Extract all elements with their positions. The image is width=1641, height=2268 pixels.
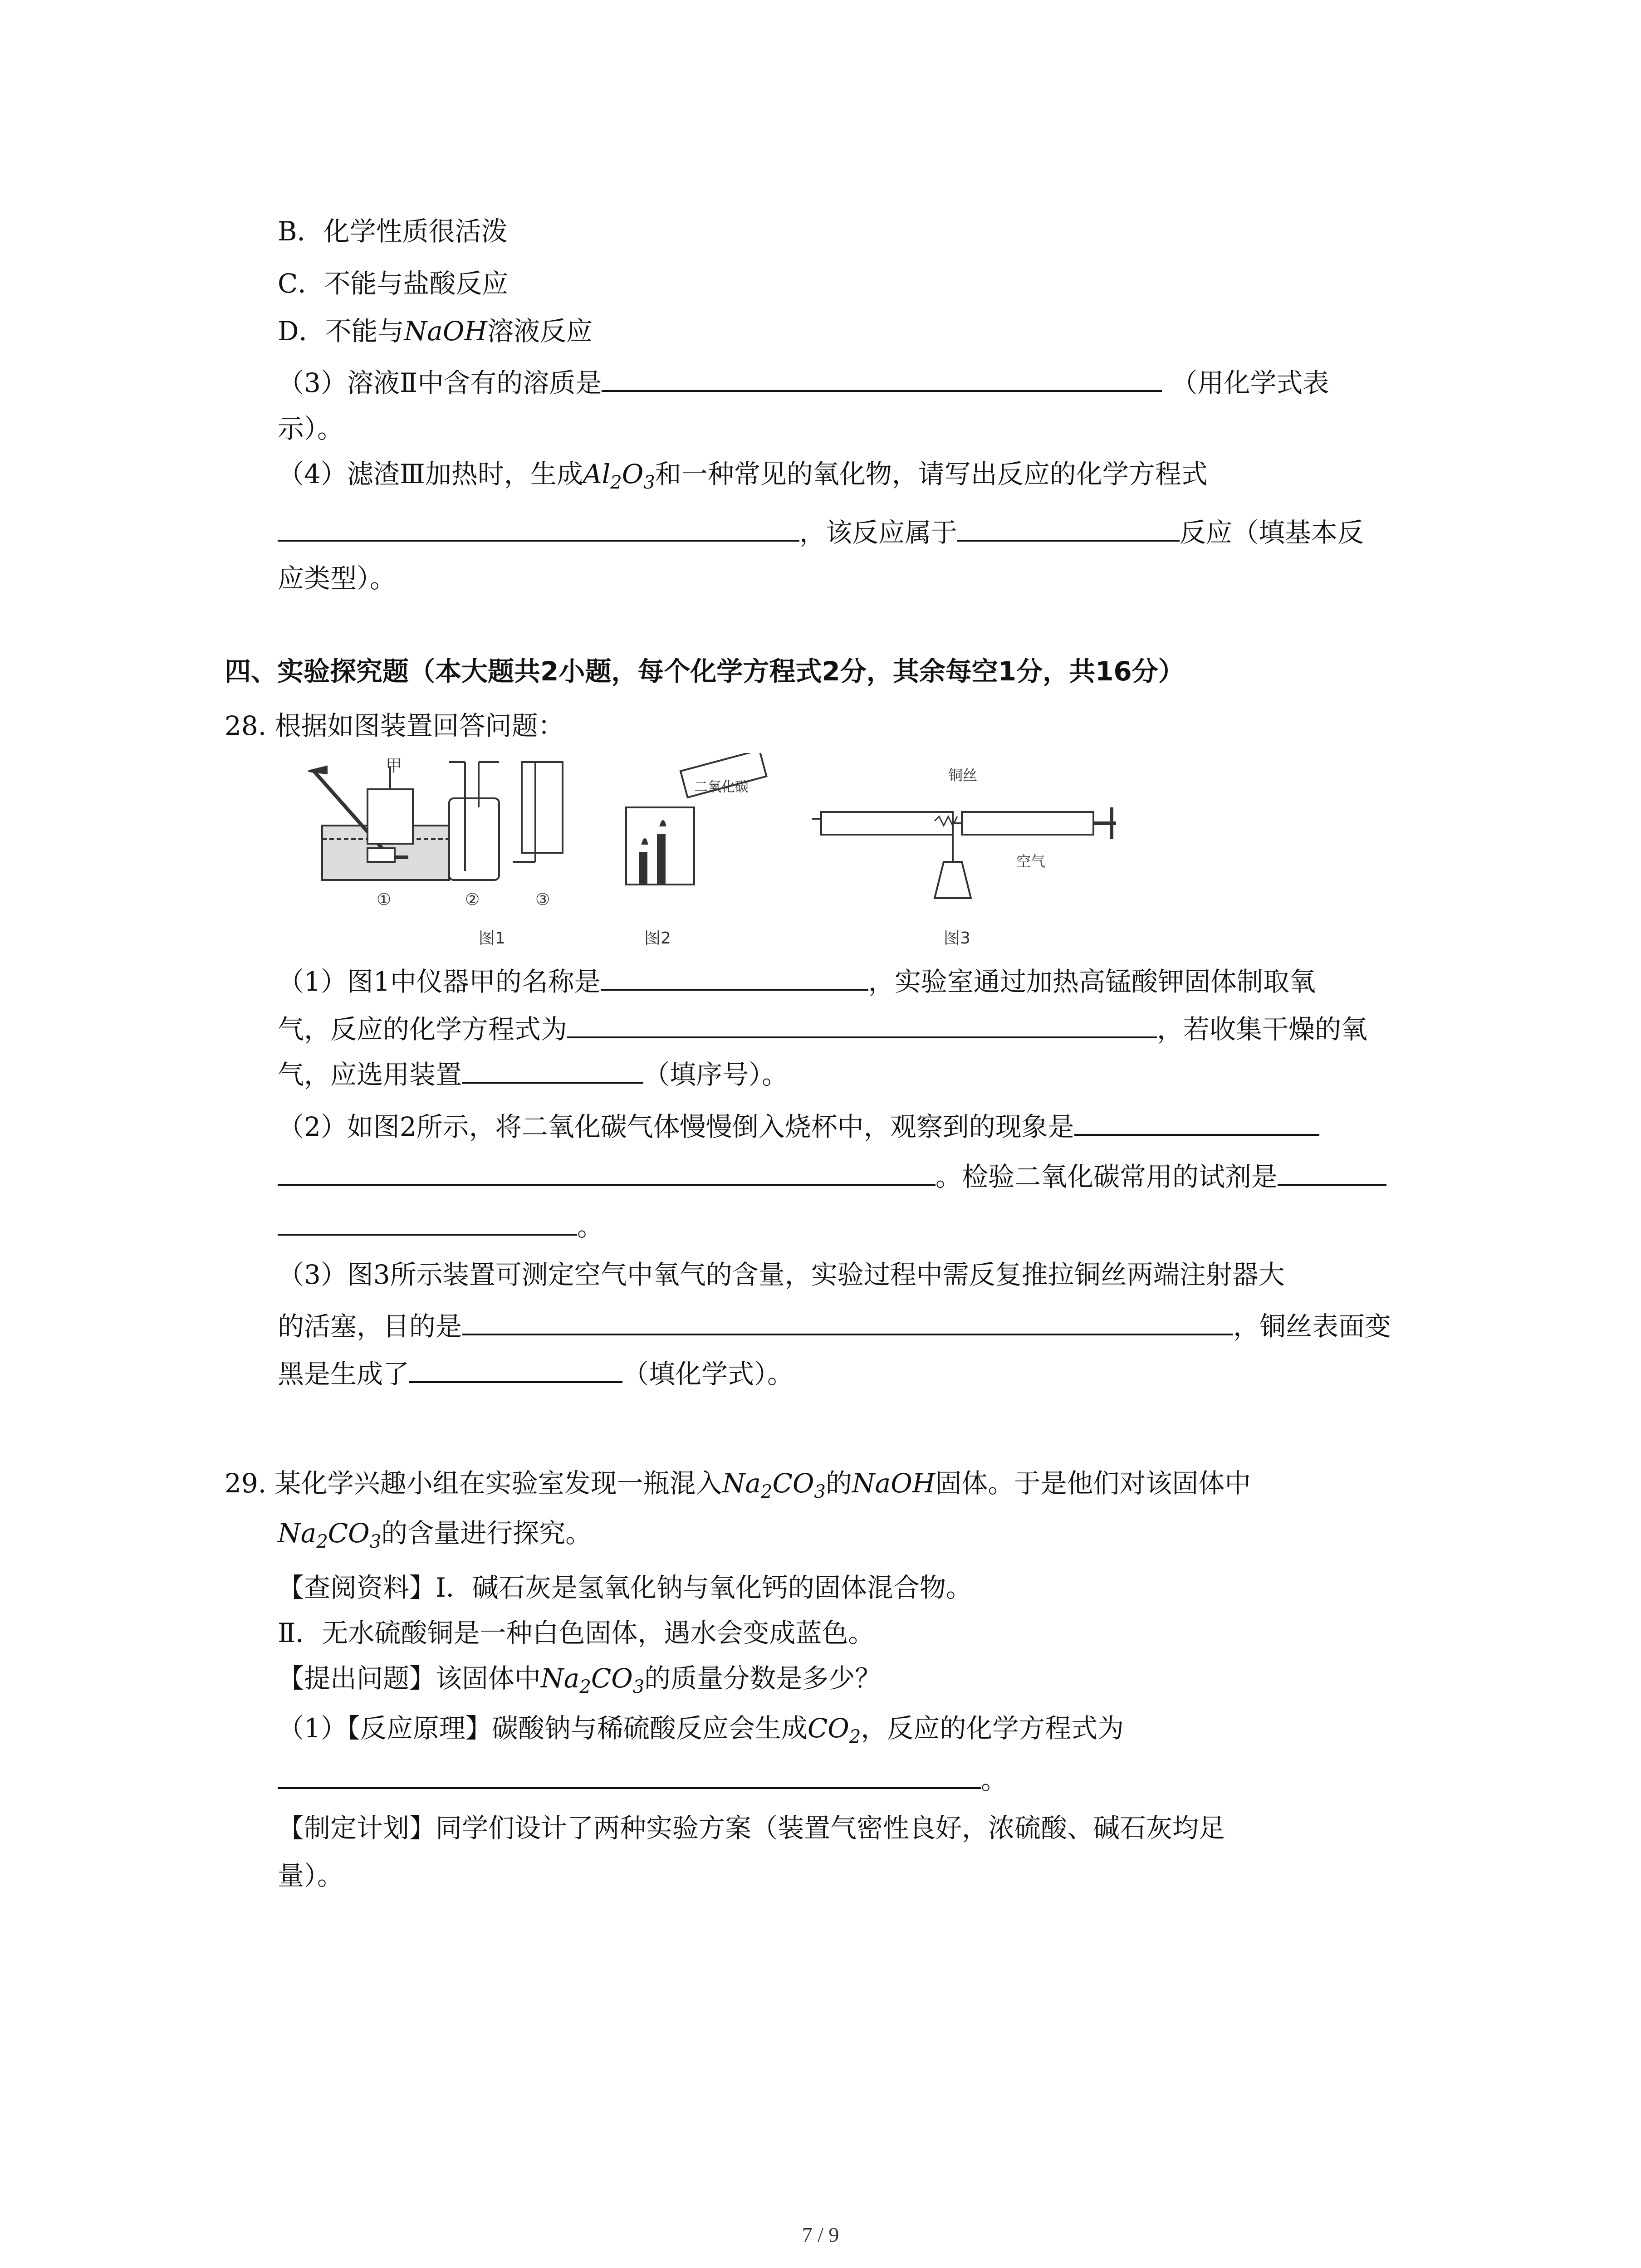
answer-blank[interactable] <box>1278 1157 1386 1186</box>
q28-part2-c: 。 <box>278 1207 603 1245</box>
fig3-caption: 图3 <box>944 929 970 948</box>
answer-blank[interactable] <box>278 1760 981 1789</box>
q28-part1-c: 气，应选用装置 （填序号）。 <box>278 1055 788 1093</box>
copper-label: 铜丝 <box>948 767 978 784</box>
answer-blank[interactable] <box>567 1009 1157 1038</box>
answer-blank[interactable] <box>278 1157 936 1186</box>
answer-blank[interactable] <box>462 1306 1233 1335</box>
label-3: ③ <box>535 890 550 909</box>
q28-part3-c: 黑是生成了 （填化学式）。 <box>278 1354 794 1392</box>
answer-blank[interactable] <box>601 962 868 991</box>
q29-part1-b: 。 <box>278 1760 1007 1798</box>
page-number: 7 / 9 <box>802 2223 839 2246</box>
q29-question: 【提出问题】该固体中$Na_2CO_3$的质量分数是多少？ <box>278 1663 882 1697</box>
q27-part4-line2: ，该反应属于 反应（填基本反 <box>278 513 1364 551</box>
q28-part3-b: 的活塞，目的是 ，铜丝表面变 <box>278 1306 1391 1344</box>
fig2-beaker <box>626 753 766 885</box>
fig1-apparatus-1 <box>309 767 449 880</box>
q28-part1-a: （1）图1中仪器甲的名称是 ，实验室通过加热高锰酸钾固体制取氧 <box>278 962 1316 1000</box>
fig1-apparatus-2 <box>449 762 499 880</box>
q29-stem-a: 29. 某化学兴趣小组在实验室发现一瓶混入$Na_2CO_3$的NaOH固体。于是他们对该固体中 <box>225 1468 1251 1502</box>
q29-stem-b: $Na_2CO_3$的含量进行探究。 <box>278 1518 592 1552</box>
q29-part1-a: （1）【反应原理】碳酸钠与稀硫酸反应会生成$CO_2$，反应的化学方程式为 <box>278 1713 1124 1747</box>
experiment-figure <box>299 753 1134 957</box>
q27-part4: （4）滤渣Ⅲ加热时，生成$Al_2O_3$和一种常见的氧化物，请写出反应的化学方程式 <box>278 459 1208 493</box>
q29-plan-b: 量）。 <box>278 1860 344 1891</box>
label-1: ① <box>377 890 392 909</box>
answer-blank[interactable] <box>602 363 1162 392</box>
q28-stem: 28. 根据如图装置回答问题： <box>225 710 564 741</box>
q29-info-2: Ⅱ．无水硫酸铜是一种白色固体，遇水会变成蓝色。 <box>278 1618 875 1648</box>
answer-blank[interactable] <box>1074 1107 1319 1136</box>
q27-part3: （3）溶液Ⅱ中含有的溶质是 （用化学式表 <box>278 363 1329 401</box>
fig1-caption: 图1 <box>479 929 505 948</box>
answer-blank[interactable] <box>278 513 799 542</box>
q29-plan-a: 【制定计划】同学们设计了两种实验方案（装置气密性良好，浓硫酸、碱石灰均足 <box>278 1813 1225 1843</box>
q28-part2-b: 。检验二氧化碳常用的试剂是 <box>278 1157 1386 1195</box>
option-d: D．不能与NaOH溶液反应 <box>278 316 593 347</box>
answer-blank[interactable] <box>957 513 1180 542</box>
naoh-formula: NaOH <box>404 316 487 347</box>
co2-label: 二氧化碳 <box>694 779 749 795</box>
q28-part2-a: （2）如图2所示，将二氧化碳气体慢慢倒入烧杯中，观察到的现象是 <box>278 1107 1319 1145</box>
label-jia: 甲 <box>386 757 402 775</box>
fig2-caption: 图2 <box>644 929 671 948</box>
answer-blank[interactable] <box>409 1354 622 1383</box>
answer-blank[interactable] <box>462 1055 643 1084</box>
q27-part4-end: 应类型）。 <box>278 563 397 594</box>
fig3-syringes <box>812 807 1116 898</box>
answer-blank[interactable] <box>278 1207 577 1236</box>
q28-part1-b: 气，反应的化学方程式为 ，若收集干燥的氧 <box>278 1009 1367 1047</box>
fig1-apparatus-3 <box>513 762 563 862</box>
option-b: B．化学性质很活泼 <box>278 216 508 247</box>
q28-part3-a: （3）图3所示装置可测定空气中氧气的含量，实验过程中需反复推拉铜丝两端注射器大 <box>278 1259 1285 1290</box>
label-2: ② <box>465 890 480 909</box>
option-c: C．不能与盐酸反应 <box>278 268 509 299</box>
section-heading: 四、实验探究题（本大题共2小题，每个化学方程式2分，其余每空1分，共16分） <box>225 656 1185 687</box>
q27-part3-end: 示）。 <box>278 413 344 444</box>
q29-info-1: 【查阅资料】Ⅰ．碱石灰是氢氧化钠与氧化钙的固体混合物。 <box>278 1572 972 1603</box>
air-label: 空气 <box>1016 853 1046 870</box>
